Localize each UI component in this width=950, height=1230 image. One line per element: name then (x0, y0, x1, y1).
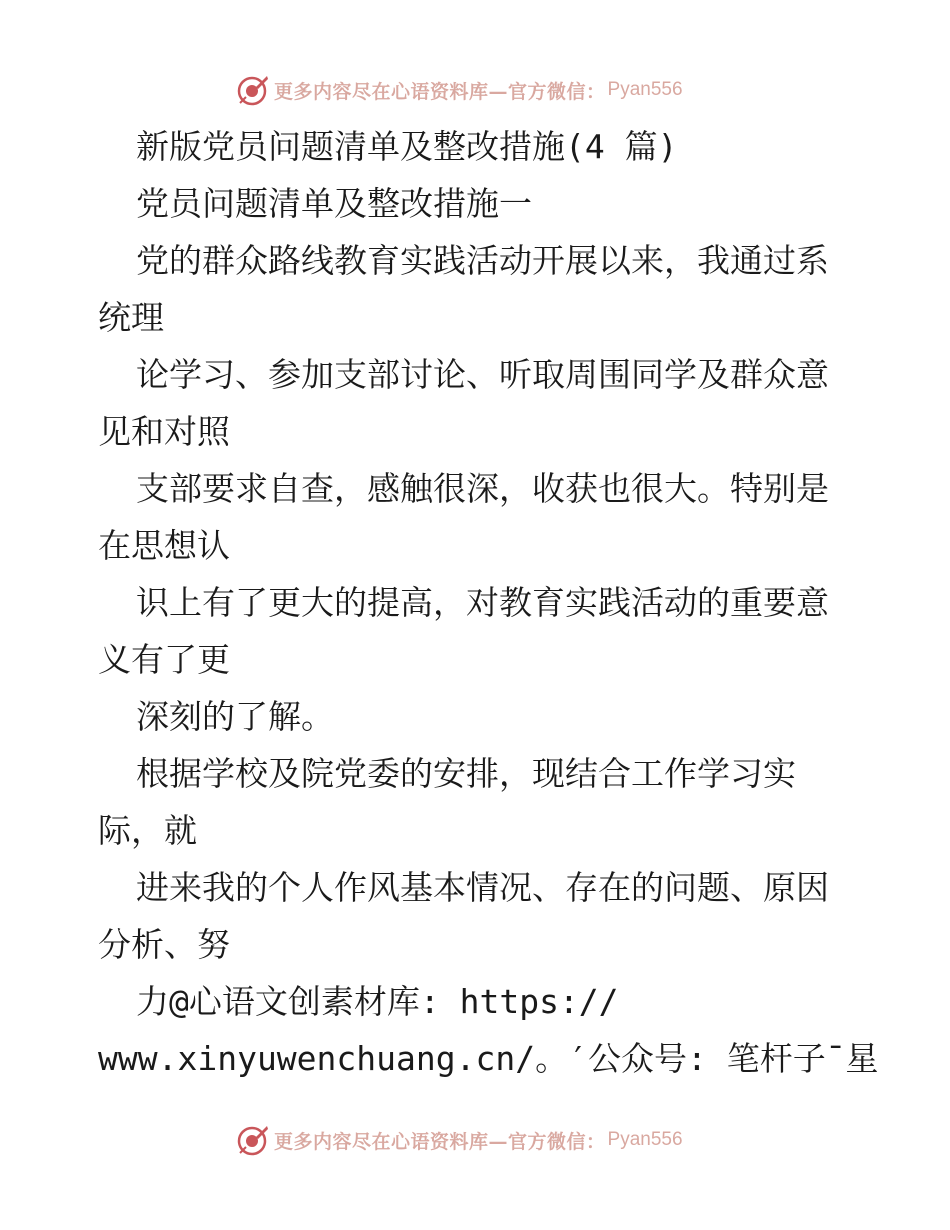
paragraph-line: 力@心语文创素材库: https:// (136, 982, 619, 1021)
paragraph-line: 分析、努 (98, 925, 230, 964)
document-body (98, 118, 879, 1087)
header-banner-text: 更多内容尽在心语资料库—官方微信： (274, 80, 606, 103)
paragraph-line: 支部要求自查，感触很深，收获也很大。特别是 (136, 469, 829, 508)
quill-pen-logo-icon (236, 73, 270, 107)
paragraph-line: 义有了更 (98, 640, 230, 679)
footer-banner-text: 更多内容尽在心语资料库—官方微信： (274, 1130, 606, 1153)
paragraph-line: 进来我的个人作风基本情况、存在的问题、原因 (136, 868, 829, 907)
paragraph-line: 统理 (98, 298, 164, 337)
paragraph-line: 见和对照 (98, 412, 230, 451)
footer-banner-id: Pyan556 (607, 1129, 683, 1150)
header-watermark-banner (236, 72, 683, 108)
paragraph-line: 根据学校及院党委的安排，现结合工作学习实 (136, 754, 796, 793)
header-banner-id: Pyan556 (607, 79, 683, 100)
paragraph-line: 党的群众路线教育实践活动开展以来，我通过系 (136, 241, 829, 280)
paragraph-line: 识上有了更大的提高，对教育实践活动的重要意 (136, 583, 829, 622)
section-heading: 党员问题清单及整改措施一 (136, 184, 532, 223)
paragraph-line: 际，就 (98, 811, 197, 850)
document-title: 新版党员问题清单及整改措施(4 篇) (136, 127, 678, 166)
paragraph-line: www.xinyuwenchuang.cn/。′公众号: 笔杆子¯星 (98, 1039, 879, 1078)
footer-watermark-banner (236, 1122, 683, 1158)
paragraph-line: 在思想认 (98, 526, 230, 565)
quill-pen-logo-icon (236, 1123, 270, 1157)
paragraph-line: 深刻的了解。 (136, 697, 334, 736)
paragraph-line: 论学习、参加支部讨论、听取周围同学及群众意 (136, 355, 829, 394)
